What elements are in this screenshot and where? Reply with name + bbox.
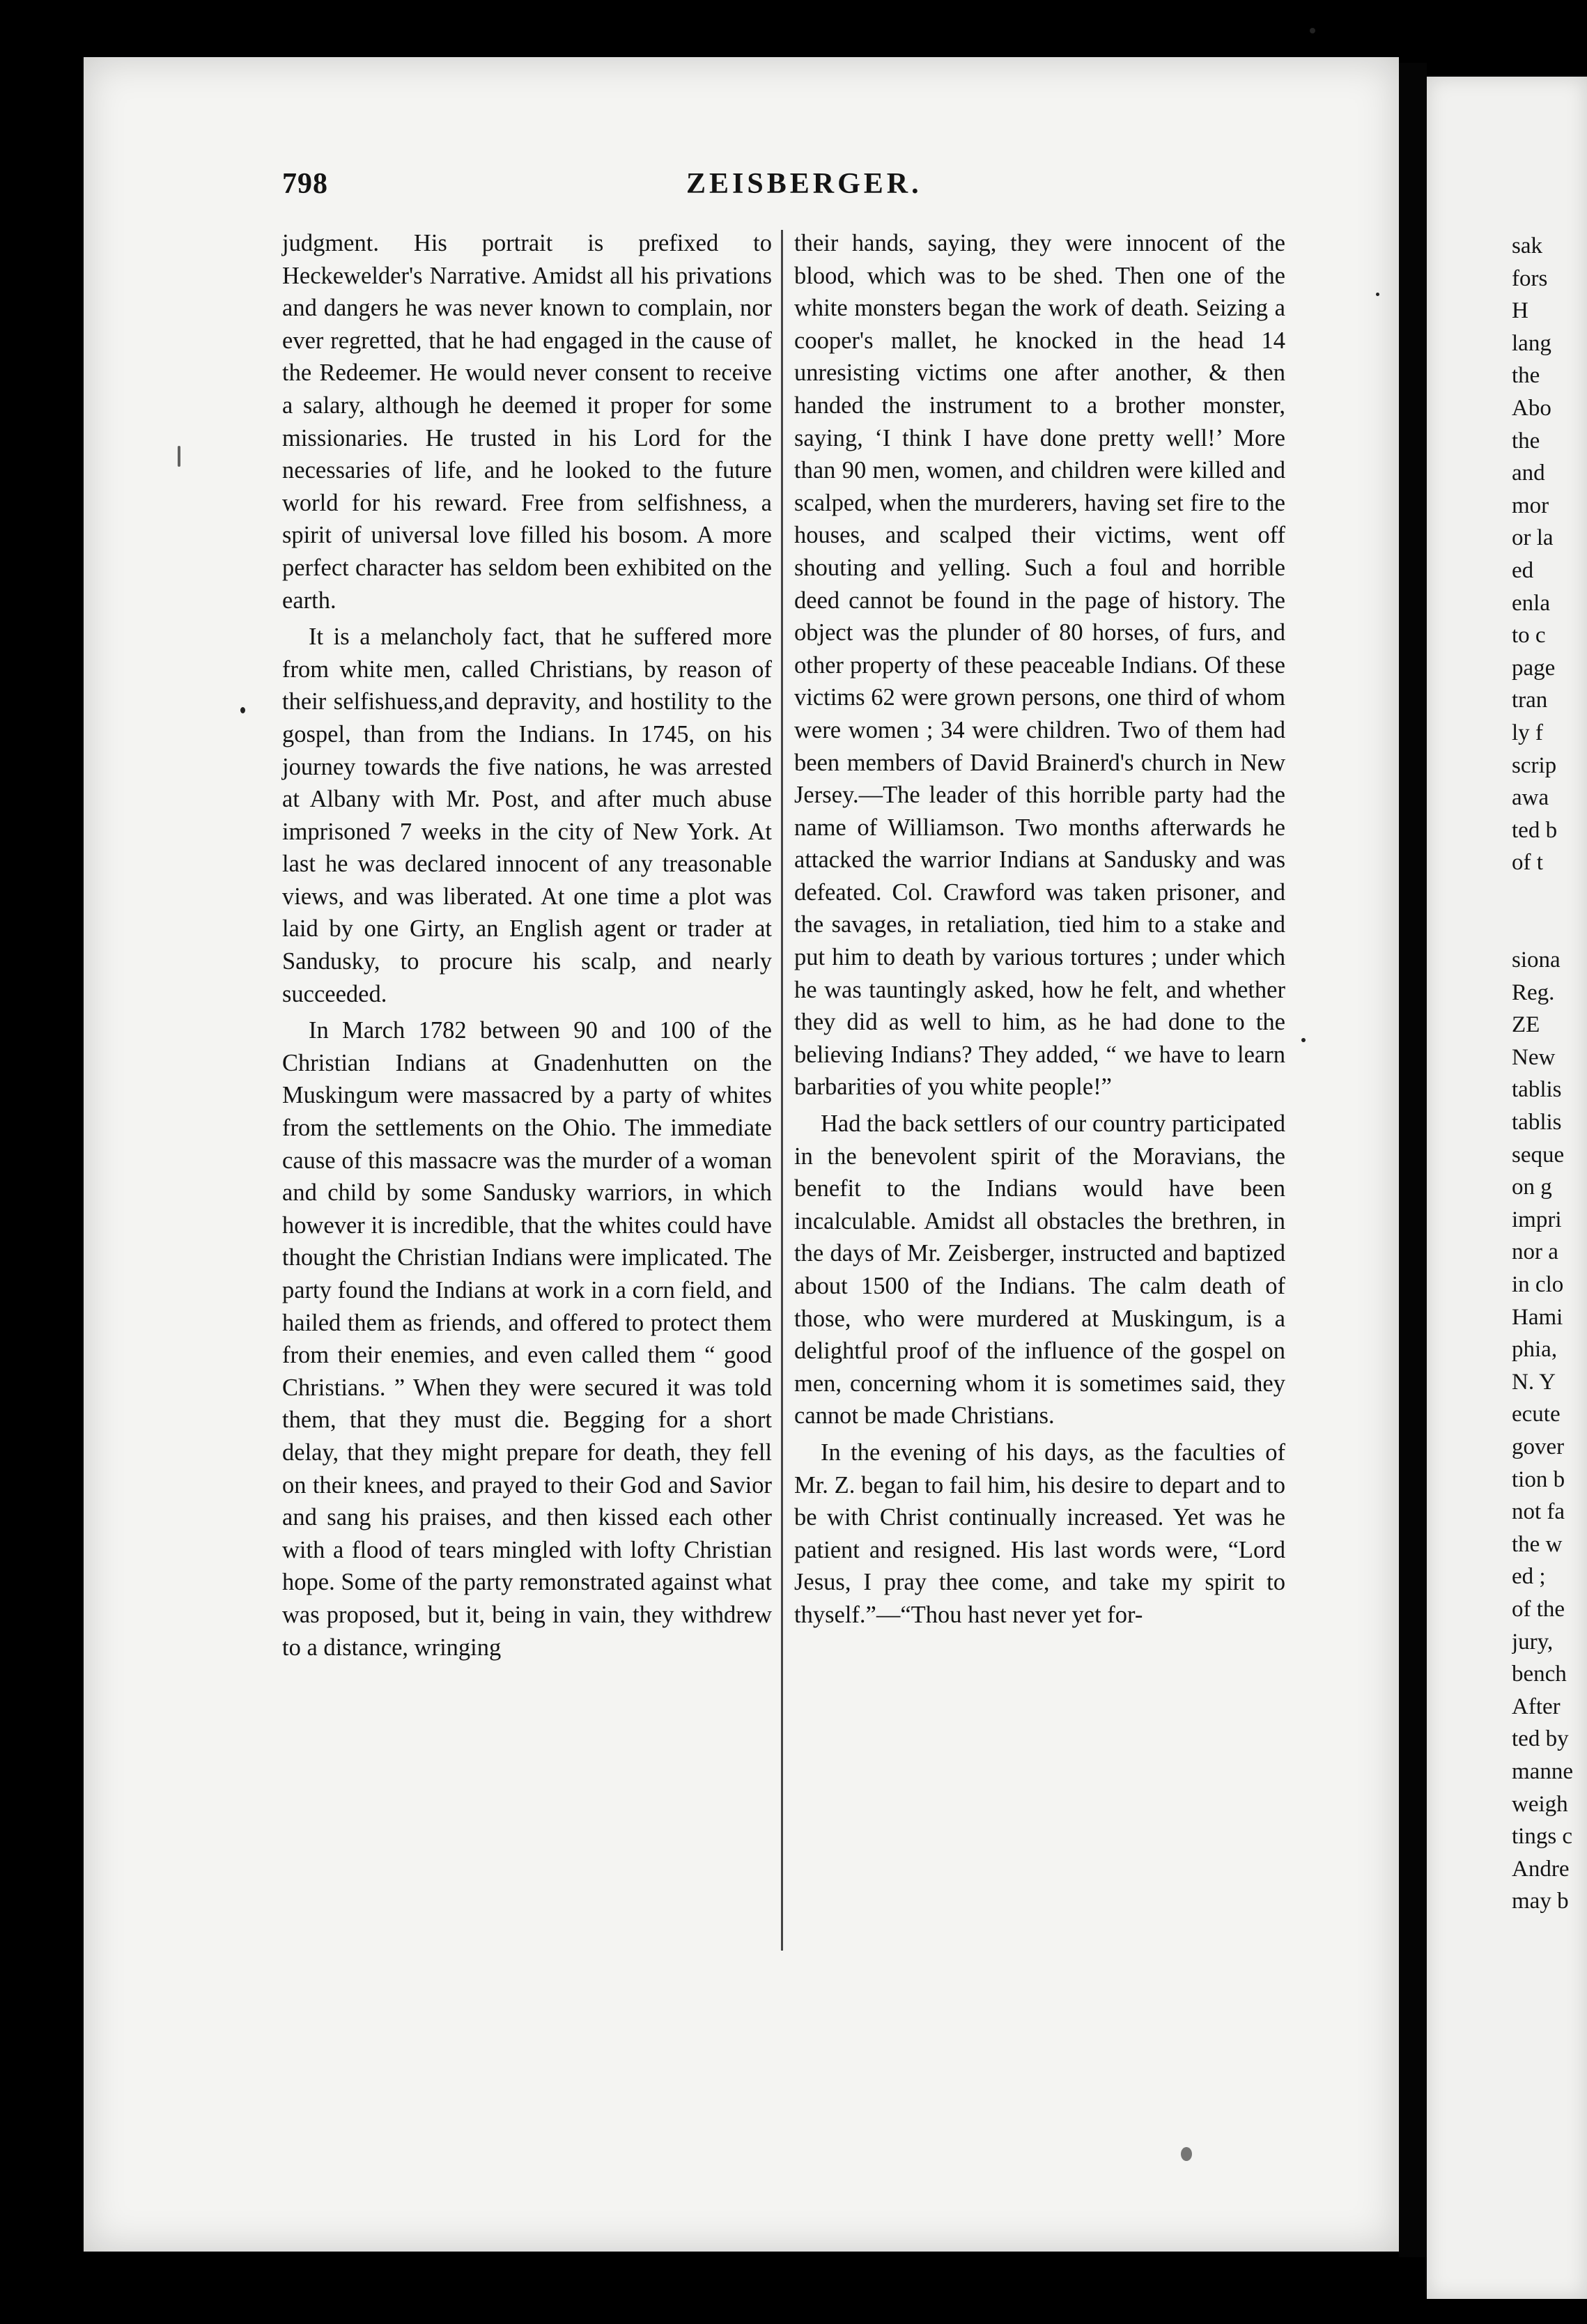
fragment-line: H (1512, 298, 1528, 324)
fragment-line: bench (1512, 1661, 1567, 1687)
paragraph: their hands, saying, they were innocent of the blood, which was to be shed. Then one of the white monsters began the work of death. Seizing a cooper's mallet, he knocked in the head 14 unresisting victims one after another, & then handed the instrument to a brother monster, saying, ‘I think I have done pretty well!’ More than 90 men, women, and children were killed and scalped, when the murderers, having set fire to the houses, and scalped their victims, went off shouting and yelling. Such a foul and horrible deed cannot be found in the page of history. The object was the plunder of 80 horses, of furs, and other property of these peaceable Indians. Of these victims 62 were grown persons, one third of whom were women ; 34 were children. Two of them had been members of David Brainerd's church in New Jersey.—The leader of this horrible party had the name of Williamson. Two months afterwards he attacked the warrior Indians at Sandusky and was defeated. Col. Crawford was taken prisoner, and the savages, in retaliation, tied him to a stake and put him to death by various tortures ; under which he was tauntingly asked, how he felt, and whether they did as well to him, as he had done to the believing Indians? They added, “ we have to learn barbarities of you white people!” (794, 230, 1285, 1101)
middle-text-column (794, 227, 1285, 1632)
fragment-line: Hami (1512, 1304, 1563, 1330)
fragment-line: tran (1512, 688, 1548, 713)
fragment-line: tablis (1512, 1110, 1562, 1136)
fragment-line: manne (1512, 1758, 1573, 1784)
fragment-line: tablis (1512, 1077, 1562, 1103)
fragment-line: ted b (1512, 817, 1558, 843)
fragment-line: enla (1512, 590, 1550, 616)
fragment-line: of the (1512, 1596, 1565, 1622)
paragraph: Had the back settlers of our country participated in the benevolent spirit of the Moravians, the benefit to the Indians would have been incalculable. Amidst all obstacles the brethren, in the days of Mr. Zeisberger, instructed and baptized about 1500 of the Indians. The calm death of those, who were murdered at Muskingum, is a delightful proof of the influence of the gospel on men, concerning whom it is sometimes said, they cannot be made Christians. (794, 1110, 1285, 1430)
fragment-line: tings c (1512, 1824, 1573, 1850)
fragment-line: sak (1512, 233, 1542, 258)
fragment-line: nor a (1512, 1239, 1558, 1265)
fragment-line: impri (1512, 1207, 1562, 1232)
fragment-line: on g (1512, 1175, 1552, 1200)
fragment-line: ecute (1512, 1402, 1561, 1427)
page-number: 798 (282, 168, 328, 200)
fragment-line: awa (1512, 785, 1549, 811)
fragment-line: Abo (1512, 395, 1551, 421)
fragment-line: not fa (1512, 1499, 1565, 1525)
fragment-line: scrip (1512, 752, 1557, 778)
fragment-line: ed (1512, 557, 1534, 583)
fragment-line: New (1512, 1044, 1556, 1070)
fragment-line: ZE (1512, 1012, 1540, 1038)
fragment-line: Reg. (1512, 979, 1555, 1005)
fragment-line: Andre (1512, 1856, 1570, 1882)
fragment-line: or la (1512, 525, 1554, 551)
fragment-line: jury, (1512, 1629, 1554, 1655)
page-gutter-shadow (1399, 63, 1427, 2257)
fragment-line: the (1512, 428, 1540, 454)
fragment-line: ed ; (1512, 1564, 1546, 1590)
fragment-line: and (1512, 460, 1545, 486)
fragment-line: lang (1512, 330, 1551, 356)
fragment-line: the (1512, 363, 1540, 389)
fragment-line: tion b (1512, 1466, 1565, 1492)
fragment-line: may b (1512, 1889, 1569, 1914)
fragment-line: After (1512, 1694, 1561, 1719)
fragment-line: the w (1512, 1531, 1563, 1557)
fragment-line: mor (1512, 493, 1549, 518)
paragraph: judgment. His portrait is prefixed to Heckewelder's Narrative. Amidst all his privations and dangers he was never known to complain, nor ever regretted, that he had engaged in the cause of the Redeemer. He would never consent to receive a salary, although he deemed it proper for some missionaries. He trusted in his Lord for the necessaries of life, and he looked to the future world for his reward. Free from selfishness, a spirit of universal love filled his bosom. A more perfect character has seldom been exhibited on the earth. (282, 230, 772, 614)
fragment-line: to c (1512, 623, 1546, 649)
fragment-line: of t (1512, 850, 1543, 876)
fragment-line: N. Y (1512, 1369, 1556, 1395)
scan-speck (1376, 293, 1379, 296)
fragment-line: fors (1512, 265, 1548, 291)
facing-page-text-fragments (1512, 230, 1587, 1918)
fragment-line: siona (1512, 947, 1561, 973)
scan-speck (1301, 1038, 1306, 1042)
scan-speck (1181, 2147, 1192, 2161)
fragment-line: weigh (1512, 1791, 1568, 1817)
page-header (282, 167, 1285, 209)
fragment-line: gover (1512, 1434, 1565, 1459)
paragraph: In March 1782 between 90 and 100 of the Christian Indians at Gnadenhutten on the Muskingum were massacred by a party of whites from the settlements on the Ohio. The immediate cause of this massacre was the murder of a woman and child by some Sandusky warriors, in which however it is incredible, that the whites could have thought the Christian Indians were implicated. The party found the Indians at work in a corn field, and hailed them as friends, and offered to protect them from their enemies, and even called them “ good Christians. ” When they were secured it was told them, that they must die. Begging for a short delay, that they might prepare for death, they fell on their knees, and prayed to their God and Savior and sang his praises, and then kissed each other with a flood of tears mingled with lofty Christian hope. Some of the party remonstrated against what was proposed, but it, being in vain, they withdrew to a distance, wringing (282, 1017, 772, 1661)
column-divider (781, 230, 783, 1951)
running-title: ZEISBERGER. (686, 168, 922, 200)
paragraph: In the evening of his days, as the faculties of Mr. Z. began to fail him, his desire to depart and to be with Christ continually increased. Yet was he patient and resigned. His last words were, “Lord Jesus, I pray thee come, and take my spirit to thyself.”—“Thou hast never yet for- (794, 1439, 1285, 1628)
scan-speck (1310, 28, 1315, 33)
fragment-line: page (1512, 655, 1556, 681)
scan-speck (178, 446, 180, 467)
fragment-line: seque (1512, 1142, 1565, 1168)
fragment-line: in clo (1512, 1272, 1564, 1297)
scan-speck (240, 707, 245, 713)
fragment-line: ly f (1512, 720, 1543, 745)
left-text-column (282, 227, 772, 1664)
paragraph: It is a melancholy fact, that he suffered more from white men, called Christians, by reason of their selfishuess,and depravity, and hostility to the gospel, than from the Indians. In 1745, on his journey towards the five nations, he was arrested at Albany with Mr. Post, and after much abuse imprisoned 7 weeks in the city of New York. At last he was declared innocent of any treasonable views, and was liberated. At one time a plot was laid by one Girty, an English agent or trader at Sandusky, to procure his scalp, and nearly succeeded. (282, 623, 772, 1007)
fragment-line: ted by (1512, 1726, 1569, 1752)
fragment-line (1512, 911, 1587, 944)
fragment-line (1512, 879, 1587, 912)
fragment-line: phia, (1512, 1337, 1558, 1363)
